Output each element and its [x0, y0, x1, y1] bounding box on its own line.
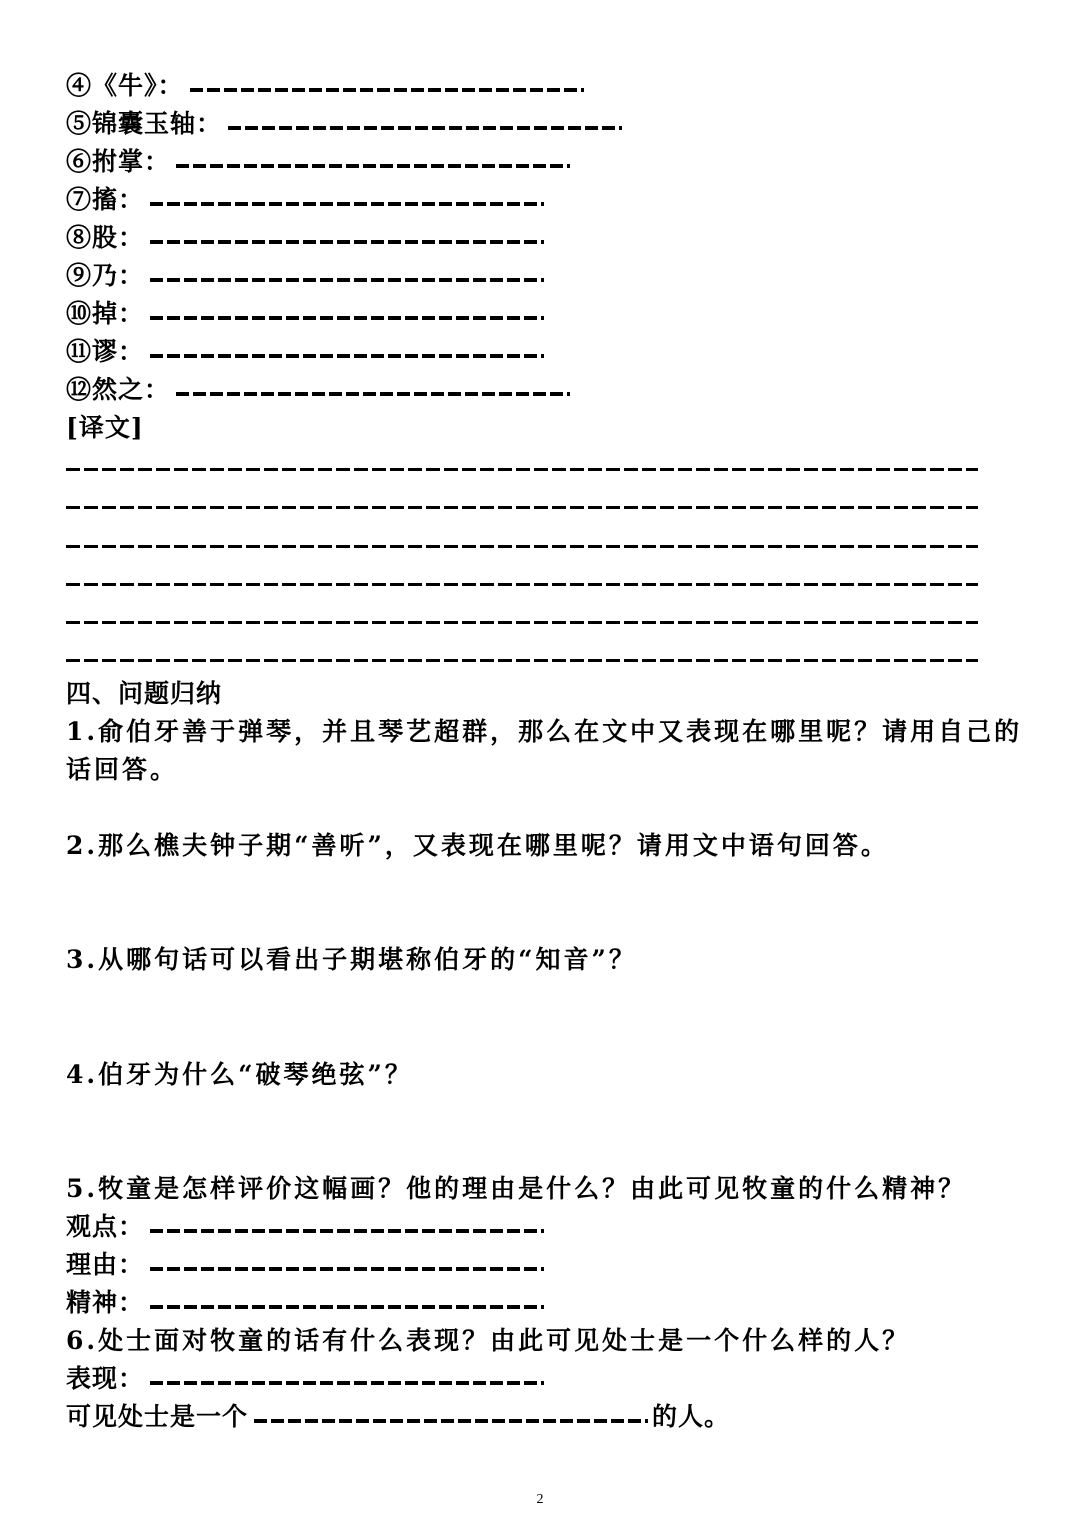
answer-blank[interactable]	[150, 1229, 544, 1233]
vocab-item	[66, 222, 544, 254]
answer-blank[interactable]	[176, 164, 570, 168]
vocab-item	[66, 146, 570, 178]
vocab-label: ⑩掉：	[66, 299, 145, 328]
q6-field-performance	[66, 1363, 544, 1395]
question-5: 5.牧童是怎样评价这幅画？他的理由是什么？由此可见牧童的什么精神？	[66, 1174, 967, 1203]
translation-blank-line[interactable]	[66, 659, 978, 662]
vocab-label: ⑨乃：	[66, 261, 145, 290]
question-2: 2.那么樵夫钟子期“善听”，又表现在哪里呢？请用文中语句回答。	[66, 831, 889, 860]
field-label: 可见处士是一个	[66, 1402, 249, 1431]
q6-field-conclusion	[66, 1401, 730, 1433]
vocab-item	[66, 298, 544, 330]
field-label: 观点：	[66, 1212, 145, 1241]
question-1: 1.俞伯牙善于弹琴，并且琴艺超群，那么在文中又表现在哪里呢？请用自己的话回答。	[66, 717, 1023, 784]
answer-blank[interactable]	[150, 278, 544, 282]
vocab-label: ④《牛》：	[66, 71, 184, 100]
q5-field-reason	[66, 1249, 544, 1281]
q5-field-opinion	[66, 1211, 544, 1243]
answer-blank[interactable]	[150, 1381, 544, 1385]
answer-blank[interactable]	[150, 354, 544, 358]
answer-blank[interactable]	[176, 392, 570, 396]
page-number: 2	[536, 1492, 544, 1507]
answer-blank[interactable]	[190, 88, 584, 92]
vocab-item	[66, 184, 544, 216]
vocab-item	[66, 260, 544, 292]
q5-field-spirit	[66, 1287, 544, 1319]
answer-blank[interactable]	[150, 1267, 544, 1271]
translation-blank-line[interactable]	[66, 621, 978, 624]
section-heading: 四、问题归纳	[66, 679, 223, 708]
translation-blank-line[interactable]	[66, 583, 978, 586]
translation-blank-line[interactable]	[66, 468, 978, 471]
vocab-label: ⑧股：	[66, 223, 145, 252]
vocab-item	[66, 108, 622, 140]
answer-blank[interactable]	[254, 1419, 648, 1423]
field-suffix: 的人。	[652, 1402, 731, 1431]
field-label: 精神：	[66, 1288, 145, 1317]
question-4: 4.伯牙为什么“破琴绝弦”？	[66, 1060, 413, 1089]
translation-blank-line[interactable]	[66, 545, 978, 548]
translation-heading: [译文]	[66, 413, 144, 442]
vocab-label: ⑫然之：	[66, 375, 171, 404]
vocab-label: ⑤锦囊玉轴：	[66, 109, 223, 138]
answer-blank[interactable]	[150, 1305, 544, 1309]
question-6: 6.处士面对牧童的话有什么表现？由此可见处士是一个什么样的人？	[66, 1326, 911, 1355]
vocab-label: ⑥拊掌：	[66, 147, 171, 176]
answer-blank[interactable]	[150, 202, 544, 206]
translation-blank-line[interactable]	[66, 506, 978, 509]
field-label: 理由：	[66, 1250, 145, 1279]
vocab-item	[66, 70, 584, 102]
question-3: 3.从哪句话可以看出子期堪称伯牙的“知音”？	[66, 945, 637, 974]
vocab-item	[66, 336, 544, 368]
answer-blank[interactable]	[150, 240, 544, 244]
answer-blank[interactable]	[150, 316, 544, 320]
vocab-label: ⑦搐：	[66, 185, 145, 214]
field-label: 表现：	[66, 1364, 145, 1393]
vocab-item	[66, 374, 570, 406]
vocab-label: ⑪谬：	[66, 337, 145, 366]
answer-blank[interactable]	[228, 126, 622, 130]
